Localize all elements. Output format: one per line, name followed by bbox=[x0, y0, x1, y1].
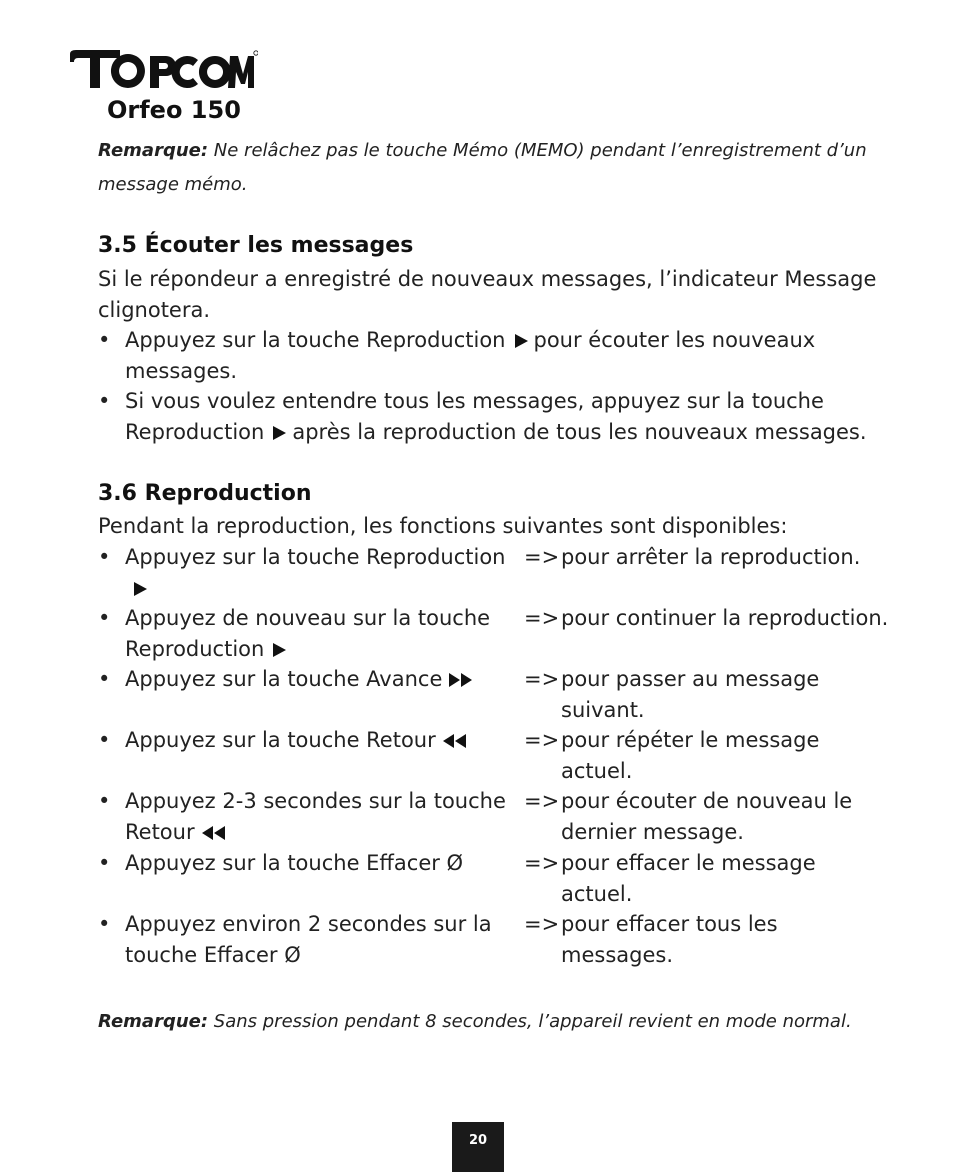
rewind-icon bbox=[436, 728, 472, 752]
list-item-text: Appuyez sur la touche Reproduction bbox=[125, 328, 506, 352]
row-action bbox=[125, 603, 515, 664]
list-item-text: Si vous voulez entendre tous les messages, appuyez sur la touche Reproduction bbox=[125, 389, 824, 444]
bullet-dot: • bbox=[98, 912, 111, 936]
row-action-text: Appuyez environ 2 secondes sur la touche Effacer Ø bbox=[125, 912, 492, 967]
section-intro-3-5: Si le répondeur a enregistré de nouveaux messages, l’indicateur Message clignotera. bbox=[98, 267, 877, 322]
play-icon bbox=[270, 424, 288, 442]
row-action bbox=[125, 909, 515, 970]
section-title-3-6: 3.6 Reproduction bbox=[98, 481, 312, 506]
fast-forward-icon bbox=[442, 667, 478, 691]
row-action-text: Appuyez sur la touche Avance bbox=[125, 667, 443, 691]
bullet-dot: • bbox=[98, 728, 111, 752]
note-bottom bbox=[98, 1005, 918, 1039]
row-action bbox=[125, 848, 515, 879]
table-row bbox=[98, 786, 888, 847]
arrow: => bbox=[524, 667, 560, 691]
row-result: pour écouter de nouveau le dernier message. bbox=[561, 789, 853, 844]
arrow: => bbox=[524, 606, 560, 630]
arrow: => bbox=[524, 851, 560, 875]
arrow: => bbox=[524, 545, 560, 569]
row-action-text: Appuyez de nouveau sur la touche Reproduction bbox=[125, 606, 491, 661]
bullet-dot: • bbox=[98, 606, 111, 630]
bullet-dot: • bbox=[98, 789, 111, 813]
note-text: Sans pression pendant 8 secondes, l’appareil revient en mode normal. bbox=[213, 1011, 852, 1032]
bullet-dot: • bbox=[98, 389, 111, 413]
list-item-text: après la reproduction de tous les nouveaux messages. bbox=[292, 419, 867, 444]
play-icon bbox=[264, 637, 292, 661]
play-icon bbox=[125, 576, 153, 600]
play-icon bbox=[512, 332, 530, 350]
row-result: pour effacer tous les messages. bbox=[561, 912, 778, 967]
row-action bbox=[125, 725, 515, 756]
row-result: pour effacer le message actuel. bbox=[561, 851, 816, 906]
table-row bbox=[98, 725, 888, 786]
list-item-text: pour écouter les nouveaux messages. bbox=[125, 328, 816, 383]
arrow: => bbox=[524, 789, 560, 813]
row-action bbox=[125, 542, 515, 603]
page-number: 20 bbox=[468, 1133, 488, 1148]
model-name: Orfeo 150 bbox=[107, 96, 241, 124]
row-result: pour arrêter la reproduction. bbox=[561, 545, 861, 569]
row-action bbox=[125, 664, 515, 695]
note-text: Ne relâchez pas le touche Mémo (MEMO) pendant l’enregistrement d’un message mémo. bbox=[98, 140, 867, 195]
row-action-text: Appuyez sur la touche Retour bbox=[125, 728, 436, 752]
bullet-dot: • bbox=[98, 328, 111, 352]
row-action-text: Appuyez 2-3 secondes sur la touche Retour bbox=[125, 789, 506, 844]
table-row bbox=[98, 664, 888, 725]
section-title-3-5: 3.5 Écouter les messages bbox=[98, 233, 414, 258]
list-item bbox=[98, 386, 888, 447]
table-row bbox=[98, 848, 888, 909]
row-result: pour répéter le message actuel. bbox=[561, 728, 820, 783]
section-intro-3-6: Pendant la reproduction, les fonctions suivantes sont disponibles: bbox=[98, 514, 788, 538]
table-row bbox=[98, 603, 888, 664]
row-action-text: Appuyez sur la touche Effacer Ø bbox=[125, 851, 464, 875]
note-top bbox=[98, 134, 878, 202]
list-item bbox=[98, 325, 888, 386]
row-action bbox=[125, 786, 515, 847]
row-result: pour continuer la reproduction. bbox=[561, 606, 889, 630]
bullet-dot: • bbox=[98, 851, 111, 875]
row-action-text: Appuyez sur la touche Reproduction bbox=[125, 545, 506, 569]
note-label: Remarque: bbox=[98, 140, 209, 161]
rewind-icon bbox=[195, 820, 231, 844]
table-row bbox=[98, 909, 888, 970]
bullet-dot: • bbox=[98, 667, 111, 691]
table-row bbox=[98, 542, 888, 603]
note-label: Remarque: bbox=[98, 1011, 209, 1032]
page-number-box bbox=[452, 1122, 504, 1172]
arrow: => bbox=[524, 728, 560, 752]
arrow: => bbox=[524, 912, 560, 936]
row-result: pour passer au message suivant. bbox=[561, 667, 820, 722]
topcom-logo bbox=[68, 48, 258, 92]
bullet-dot: • bbox=[98, 545, 111, 569]
